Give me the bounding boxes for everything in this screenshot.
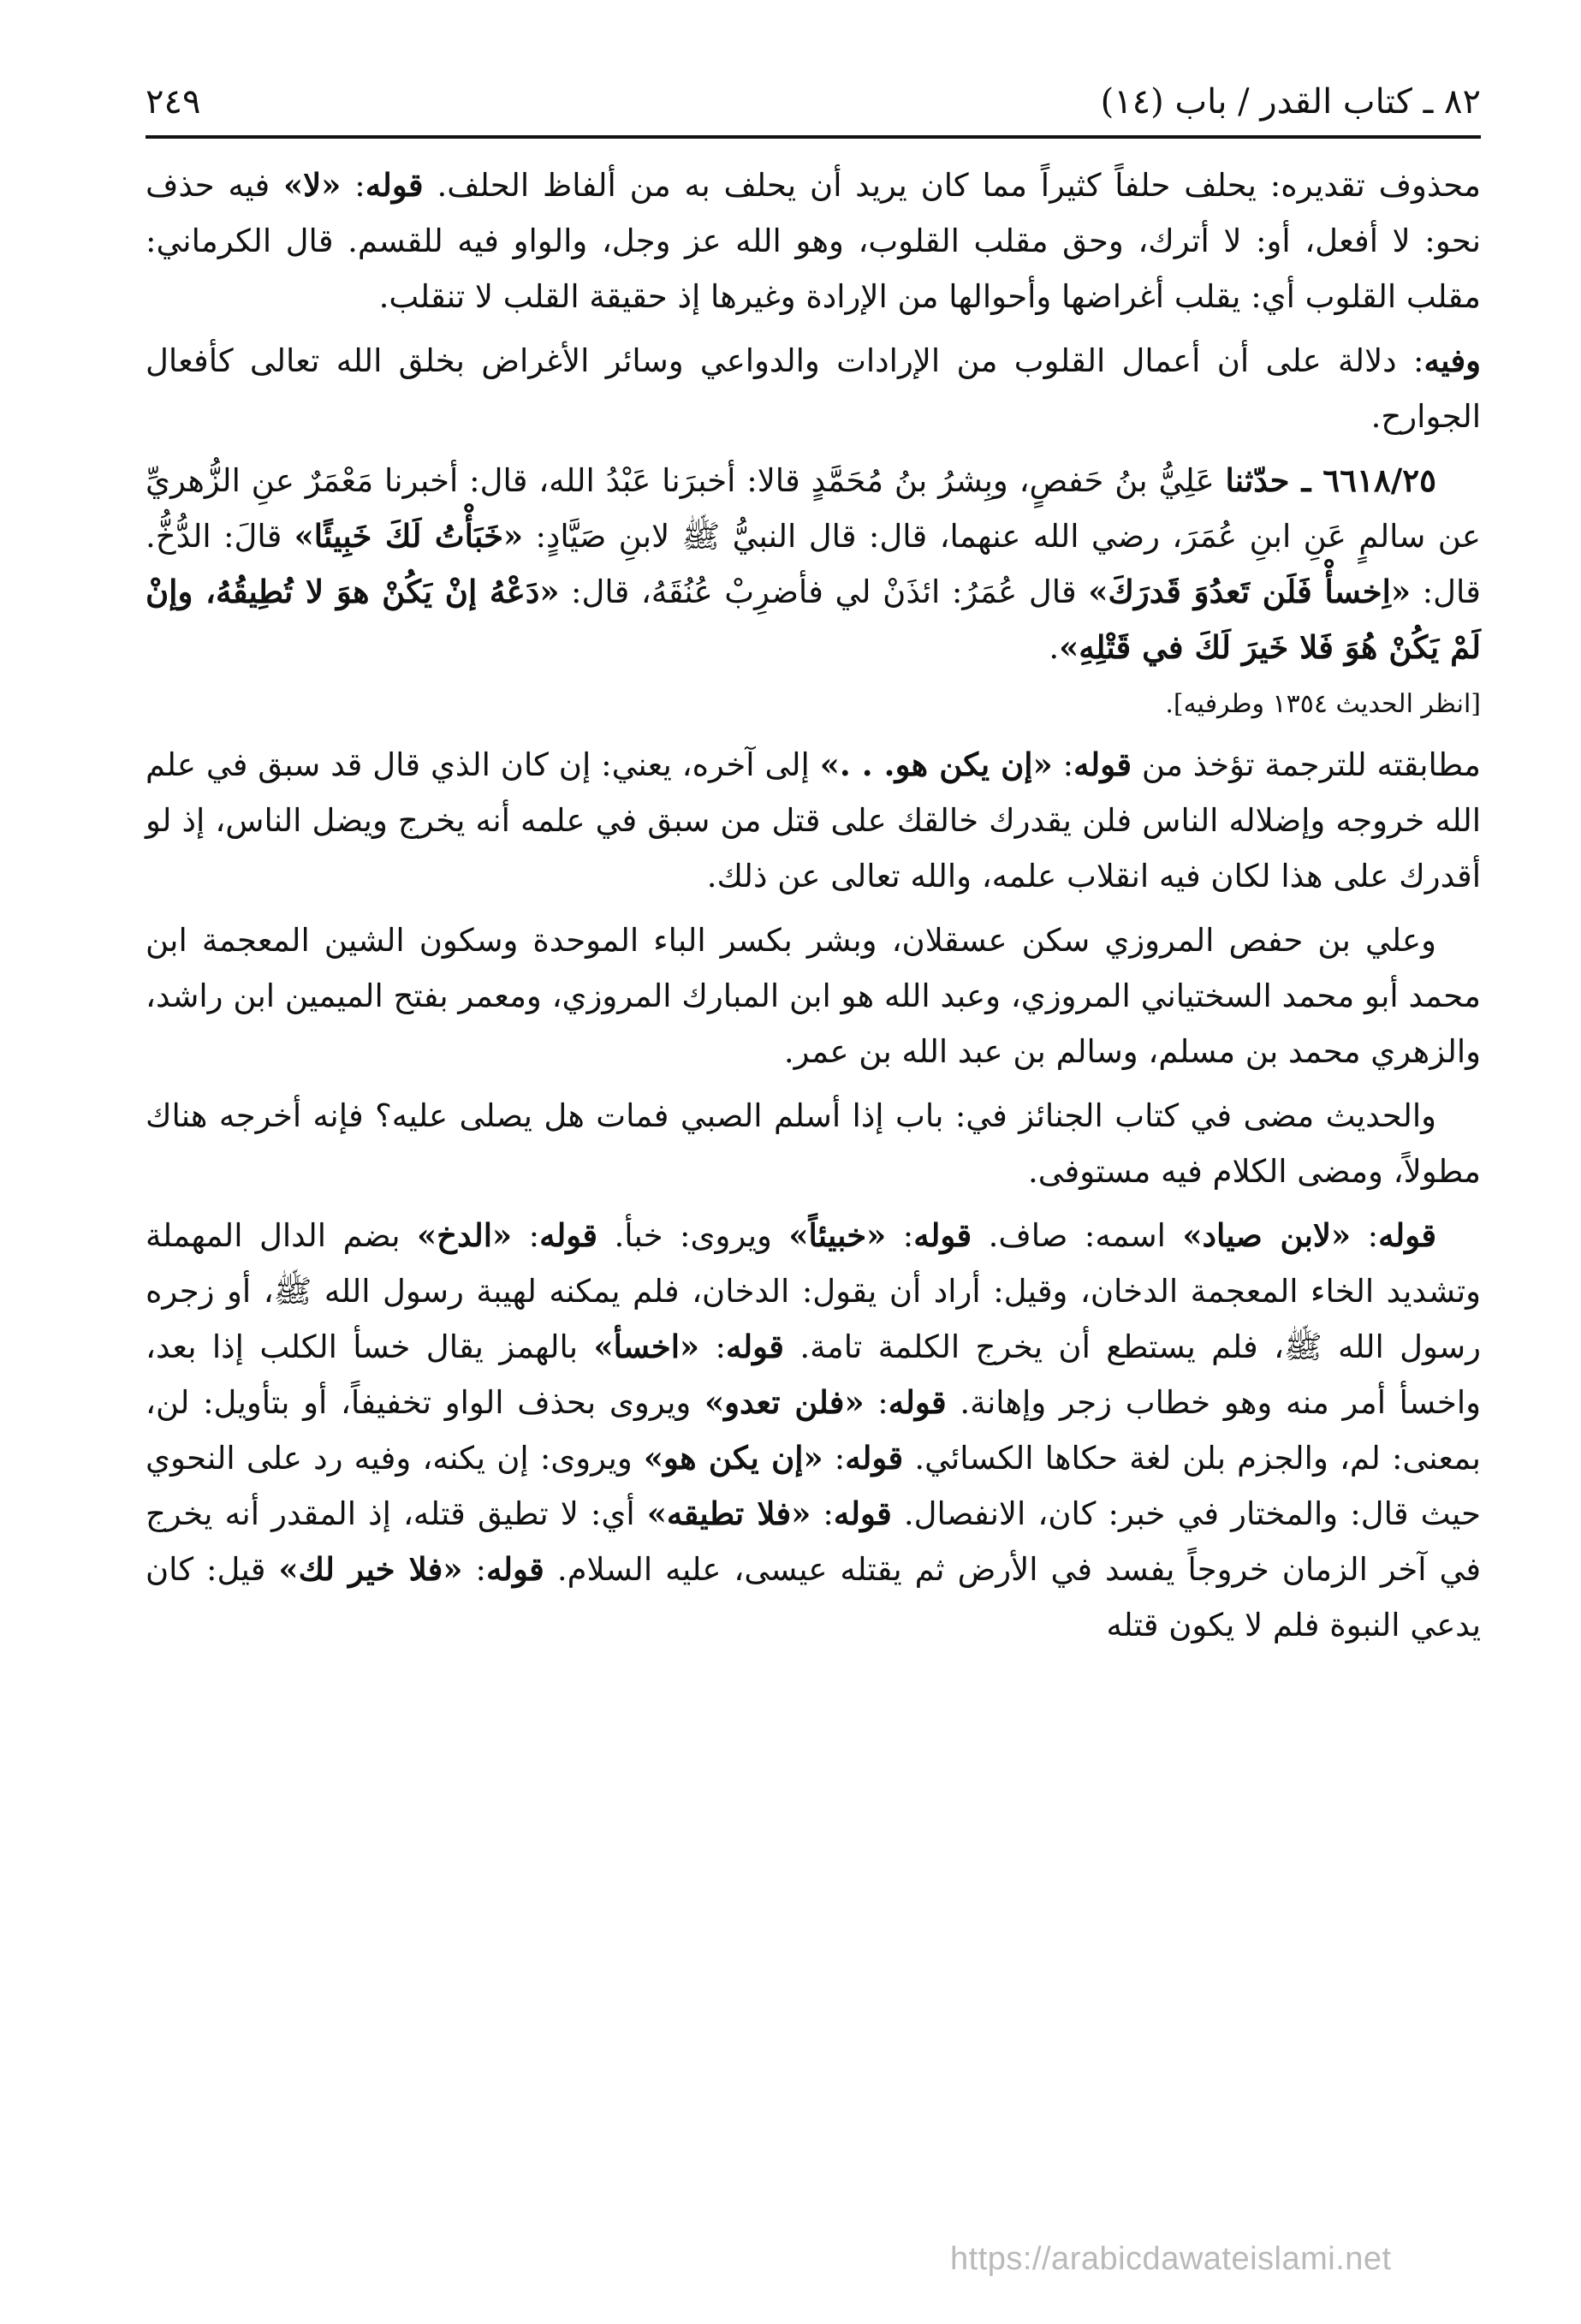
text-run: قيل: كان يدعي النبوة فلم لا يكون قتله bbox=[146, 1551, 1481, 1643]
page-header bbox=[146, 68, 1481, 139]
text-run: قالَ: الدُّخُّ. قال: bbox=[146, 518, 1481, 610]
text-run: مطابقته للترجمة تؤخذ من bbox=[1132, 746, 1481, 783]
bold-term: «اِخسأْ فَلَن تَعدُوَ قَدرَكَ» bbox=[1088, 573, 1412, 610]
page-number: ٢٤٩ bbox=[146, 82, 201, 122]
bold-term: «خَبَأْتُ لَكَ خَبِيئًا» bbox=[294, 517, 524, 555]
text-run: محذوف تقديره: يحلف حلفاً كثيراً مما كان يريد أن يحلف به من ألفاظ الحلف. bbox=[423, 167, 1481, 204]
paragraph bbox=[146, 1088, 1481, 1199]
bold-term: «الدخ» bbox=[417, 1216, 513, 1254]
text-run: والحديث مضى في كتاب الجنائز في: باب إذا أسلم الصبي فمات هل يصلى عليه؟ فإنه أخرجه هناك مطولاً، ومضى الكلام فيه مستوفى. bbox=[146, 1097, 1481, 1190]
bold-term: قوله bbox=[365, 166, 424, 204]
bold-term: قوله bbox=[833, 1495, 892, 1532]
text-run: : bbox=[811, 1495, 834, 1532]
bold-term: قوله bbox=[1378, 1216, 1437, 1254]
text-run: ويروى: إن يكنه، وفيه رد على النحوي حيث قال: والمختار في خبر: كان، الانفصال. bbox=[146, 1440, 1481, 1532]
bold-term: «فلن تعدو» bbox=[704, 1383, 865, 1421]
bold-term: «خبيئاً» bbox=[788, 1216, 887, 1254]
text-run: ويروى: خبأ. bbox=[597, 1217, 789, 1254]
running-title: ٨٢ ـ كتاب القدر / باب (١٤) bbox=[1100, 82, 1481, 122]
bold-term: وفيه bbox=[1423, 342, 1481, 379]
text-run: : bbox=[1052, 746, 1074, 783]
bold-term: ٦٦١٨/٢٥ ـ bbox=[1289, 461, 1437, 499]
text-run: ويروى بحذف الواو تخفيفاً، أو بتأويل: لن، بمعنى: لم، والجزم بلن لغة حكاها الكسائي. bbox=[146, 1384, 1481, 1477]
bold-term: حدّثنا bbox=[1225, 461, 1290, 499]
bold-term: «إن يكن هو. . .» bbox=[819, 746, 1053, 783]
text-run: : دلالة على أن أعمال القلوب من الإرادات والدواعي وسائر الأغراض بخلق الله تعالى كأفعال الجوارح. bbox=[146, 342, 1481, 435]
text-run: : bbox=[341, 167, 366, 204]
bold-term: قوله bbox=[485, 1550, 544, 1588]
paragraph bbox=[146, 453, 1481, 675]
text-run: أي: لا تطيق قتله، إذ المقدر أنه يخرج في آخر الزمان خروجاً يفسد في الأرض ثم يقتله عيسى، عليه السلام. bbox=[146, 1495, 1482, 1588]
paragraph bbox=[146, 912, 1481, 1079]
text-run: : bbox=[823, 1440, 846, 1477]
bold-term: «إن يكن هو» bbox=[643, 1439, 823, 1477]
text-run: عَلِيُّ بنُ حَفصٍ، وبِشرُ بنُ مُحَمَّدٍ قالا: أخبرَنا عَبْدُ الله، قال: أخبرنا مَعْمَرٌ عنِ الزُّهريِّ عن سالمٍ عَنِ ابنِ عُمَرَ، رضي الله عنهما، قال: قال النبيُّ ﷺ لابنِ صَيَّادٍ: bbox=[146, 462, 1481, 555]
text-run: : bbox=[462, 1551, 486, 1588]
text-run: وعلي بن حفص المروزي سكن عسقلان، وبشر بكسر الباء الموحدة وسكون الشين المعجمة ابن محمد أبو محمد السختياني المروزي، وعبد الله هو ابن المبارك المروزي، ومعمر بفتح الميمين ابن راشد، والزهري محمد بن مسلم، وسالم بن عبد الله بن عمر. bbox=[146, 922, 1481, 1070]
text-run: : bbox=[512, 1217, 540, 1254]
text-run: [انظر الحديث ١٣٥٤ وطرفيه]. bbox=[1165, 689, 1481, 719]
bold-term: قوله bbox=[913, 1216, 972, 1254]
bold-term: «فلا تطيقه» bbox=[646, 1495, 811, 1532]
text-run: فيه حذف نحو: لا أفعل، أو: لا أترك، وحق مقلب القلوب، وهو الله عز وجل، والواو فيه للقسم. قال الكرماني: مقلب القلوب أي: يقلب أغراضها وأحوالها من الإرادة وغيرها إذ حقيقة القلب لا تنقلب. bbox=[146, 167, 1481, 315]
text-run: . bbox=[1049, 629, 1060, 666]
bold-term: قوله bbox=[1073, 746, 1132, 783]
watermark-url: https://arabicdawateislami.net bbox=[950, 2241, 1392, 2277]
text-run: قال عُمَرُ: ائذَنْ لي فأضرِبْ عُنُقَهُ، قال: bbox=[559, 574, 1089, 610]
bold-term: «لابن صياد» bbox=[1182, 1216, 1352, 1254]
bold-term: قوله bbox=[888, 1383, 947, 1421]
paragraph bbox=[146, 1208, 1481, 1653]
bold-term: قوله bbox=[726, 1328, 784, 1365]
bold-term: قوله bbox=[845, 1439, 904, 1477]
bold-term: «فلا خير لك» bbox=[278, 1550, 463, 1588]
text-run: بالهمز يقال خسأ الكلب إذا بعد، واخسأ أمر منه وهو خطاب زجر وإهانة. bbox=[146, 1328, 1481, 1421]
text-run: : bbox=[886, 1217, 914, 1254]
text-run: : bbox=[1351, 1217, 1379, 1254]
text-run: بضم الدال المهملة وتشديد الخاء المعجمة الدخان، وقيل: أراد أن يقول: الدخان، فلم يمكنه لهيبة رسول الله ﷺ، أو زجره رسول الله ﷺ، فلم يستطع أن يخرج الكلمة تامة. bbox=[146, 1217, 1482, 1365]
bold-term: قوله bbox=[539, 1216, 598, 1254]
text-run: اسمه: صاف. bbox=[972, 1217, 1183, 1254]
book-page bbox=[146, 68, 1481, 1661]
paragraph bbox=[146, 333, 1481, 444]
reference-note bbox=[146, 684, 1481, 725]
text-run: : bbox=[699, 1328, 727, 1365]
bold-term: «دَعْهُ إنْ يَكُنْ هوَ لا تُطِيقُهُ، وإنْ لَمْ يَكُنْ هُوَ فَلا خَيرَ لَكَ في قَتْلِهِ» bbox=[146, 573, 1481, 666]
text-run: إلى آخره، يعني: إن كان الذي قال قد سبق في علم الله خروجه وإضلاله الناس فلن يقدرك خالقك على قتل من سبق في علمه أنه يخرج ويضل الناس، إذ لو أقدرك على هذا لكان فيه انقلاب علمه، والله تعالى عن ذلك. bbox=[146, 746, 1481, 895]
paragraph bbox=[146, 158, 1481, 324]
paragraph bbox=[146, 737, 1481, 904]
bold-term: «اخسأ» bbox=[593, 1328, 700, 1365]
text-run: : bbox=[864, 1384, 889, 1421]
bold-term: «لا» bbox=[283, 166, 342, 204]
commentary-text bbox=[146, 158, 1481, 1653]
